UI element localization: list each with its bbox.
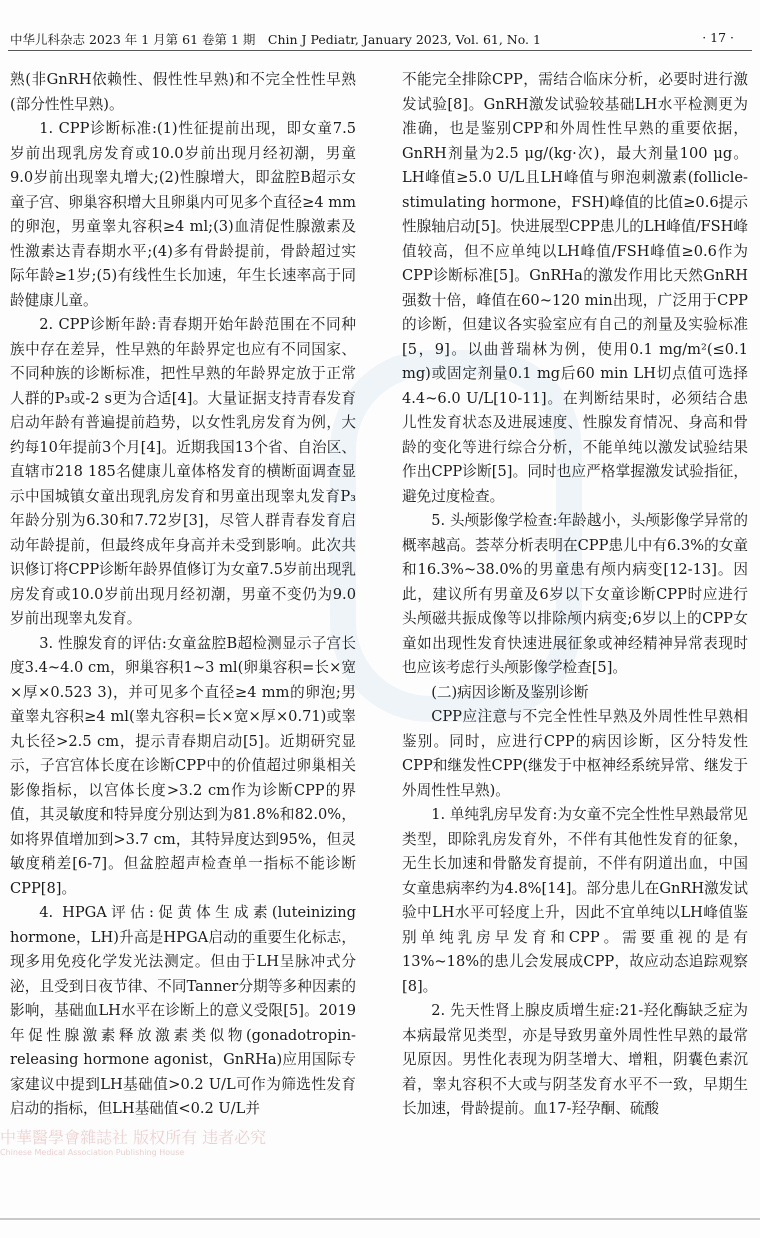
- header-divider: [8, 50, 752, 51]
- page-number: · 17 ·: [702, 30, 734, 45]
- paragraph: 2. 先天性肾上腺皮质增生症:21-羟化酶缺乏症为本病最常见类型，亦是导致男童外周性性早熟的最常见原因。男性化表现为阴茎增大、增粗，阴囊色素沉着，睾丸容积不大或与阴茎发育水平不一致，早期生长加速，骨龄提前。血17-羟孕酮、硫酸: [402, 1002, 748, 1117]
- publisher-watermark-en: Chinese Medical Association Publishing House: [0, 1148, 185, 1157]
- paragraph: 2. CPP诊断年龄:青春期开始年龄范围在不同种族中存在差异，性早熟的年龄界定也应有不同国家、不同种族的诊断标准，把性早熟的年龄界定放于正常人群的P₃或-2 s更为合适[4]。大量证据支持青春发育启动年龄有普遍提前趋势，以女性乳房发育为例，大约每10年提前3个月[4]。近期我国13个省、自治区、直辖市218 185名健康儿童体格发育的横断面调查显示中国城镇女童出现乳房发育和男童出现睾丸发育P₃年龄分别为6.30和7.72岁[3]，尽管人群青春发育启动年龄提前，但最终成年身高并未受到影响。此次共识修订将CPP诊断年龄界值修订为女童7.5岁前出现乳房发育或10.0岁前出现月经初潮，男童不变仍为9.0岁前出现睾丸发育。: [10, 316, 356, 627]
- paragraph: 4. HPGA评估:促黄体生成素(luteinizing hormone，LH)升高是HPGA启动的重要生化标志，现多用免疫化学发光法测定。但由于LH呈脉冲式分泌，且受到日夜节律、不同Tanner分期等多种因素的影响，基础血LH水平在诊断上的意义受限[5]。2019年促性腺激素释放激素类似物(gonadotropin-releasing hormone agonist，GnRHa)应用国际专家建议中提到LH基础值>0.2 U/L可作为筛选性发育启动的指标，但LH基础值<0.2 U/L并: [10, 904, 356, 1117]
- publisher-watermark-cn: 中華醫學會雜誌社 版权所有 违者必究: [0, 1128, 267, 1147]
- paragraph: 熟(非GnRH依赖性、假性性早熟)和不完全性性早熟(部分性性早熟)。: [10, 71, 356, 113]
- journal-info: 中华儿科杂志 2023 年 1 月第 61 卷第 1 期 Chin J Pediatr, January 2023, Vol. 61, No. 1: [10, 32, 541, 47]
- page-header: [0, 0, 760, 62]
- right-column: [402, 68, 748, 1122]
- paragraph: 1. 单纯乳房早发育:为女童不完全性性早熟最常见类型，即除乳房发育外，不伴有其他性发育的征象，无生长加速和骨骼发育提前，不伴有阴道出血，中国女童患病率约为4.8%[14]。部分患儿在GnRH激发试验中LH水平可轻度上升，因此不宜单纯以LH峰值鉴别单纯乳房早发育和CPP。需要重视的是有13%~18%的患儿会发展成CPP，故应动态追踪观察[8]。: [402, 806, 748, 995]
- section-heading: (二)病因诊断及鉴别诊断: [431, 683, 589, 701]
- publisher-watermark: [0, 1128, 300, 1168]
- paragraph: 5. 头颅影像学检查:年龄越小，头颅影像学异常的概率越高。荟萃分析表明在CPP患儿中有6.3%的女童和16.3%~38.0%的男童患有颅内病变[12-13]。因此，建议所有男童及6岁以下女童诊断CPP时应进行头颅磁共振成像等以排除颅内病变;6岁以上的CPP女童如出现性发育快速进展征象或神经精神异常表现时也应该考虑行头颅影像学检查[5]。: [402, 512, 748, 676]
- left-column: [10, 68, 356, 1122]
- paragraph: CPP应注意与不完全性性早熟及外周性性早熟相鉴别。同时，应进行CPP的病因诊断，区分特发性CPP和继发性CPP(继发于中枢神经系统异常、继发于外周性性早熟)。: [402, 708, 748, 799]
- paragraph: 1. CPP诊断标准:(1)性征提前出现，即女童7.5岁前出现乳房发育或10.0岁前出现月经初潮，男童9.0岁前出现睾丸增大;(2)性腺增大，即盆腔B超示女童子宫、卵巢容积增大且卵巢内可见多个直径≥4 mm的卵泡，男童睾丸容积≥4 ml;(3)血清促性腺激素及性激素达青春期水平;(4)多有骨龄提前，骨龄超过实际年龄≥1岁;(5)有线性生长加速，年生长速率高于同龄健康儿童。: [10, 120, 356, 309]
- paragraph: 3. 性腺发育的评估:女童盆腔B超检测显示子宫长度3.4~4.0 cm，卵巢容积1~3 ml(卵巢容积=长×宽×厚×0.523 3)，并可见多个直径≥4 mm的卵泡;男童睾丸容积≥4 ml(睾丸容积=长×宽×厚×0.71)或睾丸长径>2.5 cm，提示青春期启动[5]。近期研究显示，子宫宫体长度在诊断CPP中的价值超过卵巢相关影像指标，以宫体长度>3.2 cm作为诊断CPP的界值，其灵敏度和特异度分别达到为81.8%和82.0%，如将界值增加到>3.7 cm，其特异度达到95%，但灵敏度稍差[6-7]。但盆腔超声检查单一指标不能诊断CPP[8]。: [10, 634, 356, 897]
- bottom-divider: [0, 1218, 760, 1220]
- paragraph: 不能完全排除CPP，需结合临床分析，必要时进行激发试验[8]。GnRH激发试验较基础LH水平检测更为准确，也是鉴别CPP和外周性性早熟的重要依据，GnRH剂量为2.5 μg/(kg·次)，最大剂量100 μg。LH峰值≥5.0 U/L且LH峰值与卵泡刺激素(follicle-stimulating hormone，FSH)峰值的比值≥0.6提示性腺轴启动[5]。快进展型CPP患儿的LH峰值/FSH峰值较高，但不应单纯以LH峰值/FSH峰值≥0.6作为CPP诊断标准[5]。GnRHa的激发作用比天然GnRH强数十倍，峰值在60~120 min出现，广泛用于CPP的诊断，但建议各实验室应有自己的剂量及实验标准[5，9]。以曲普瑞林为例，使用0.1 mg/m²(≤0.1 mg)或固定剂量0.1 mg后60 min LH切点值可选择4.4~6.0 U/L[10-11]。在判断结果时，必须结合患儿性发育状态及进展速度、性腺发育情况、身高和骨龄的变化等进行综合分析，不能单纯以激发试验结果作出CPP诊断[5]。同时也应严格掌握激发试验指征，避免过度检查。: [402, 71, 748, 505]
